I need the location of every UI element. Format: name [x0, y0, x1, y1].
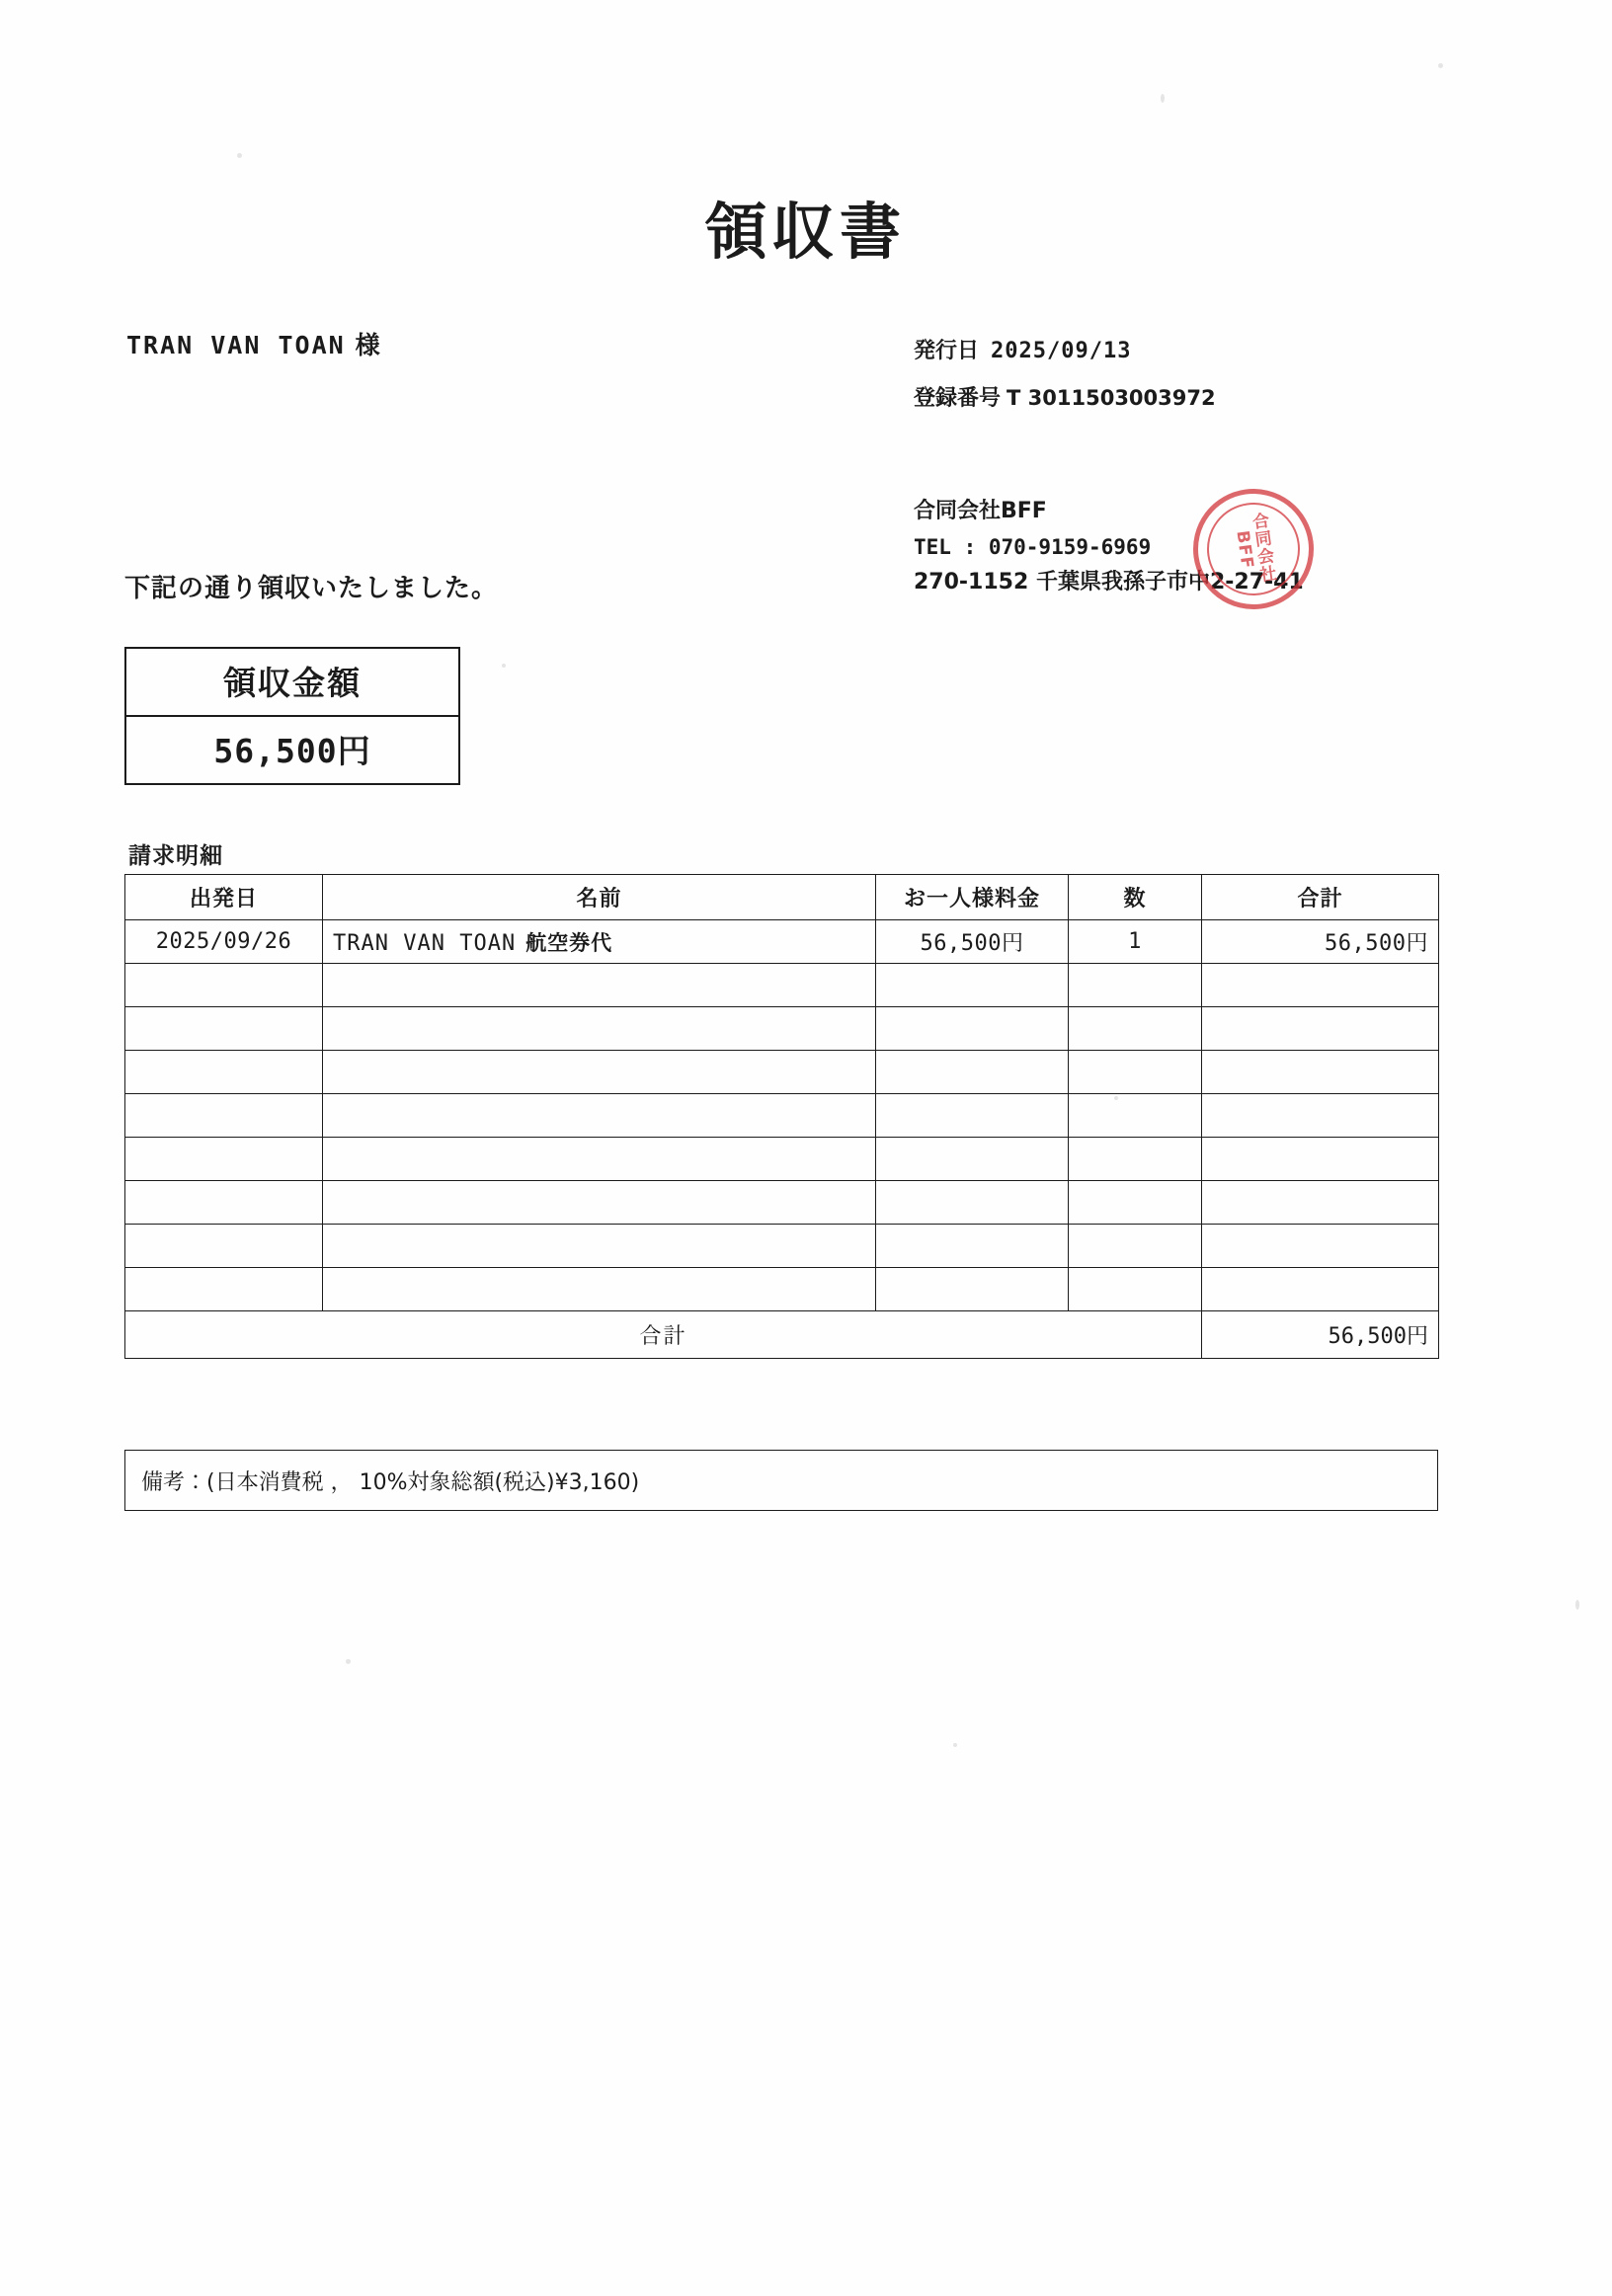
issuer-tel: TEL : 070-9159-6969 [914, 535, 1152, 559]
column-header-quantity: 数 [1069, 875, 1202, 920]
cell-quantity: 1 [1069, 920, 1202, 964]
issue-date-value: 2025/09/13 [991, 339, 1132, 363]
cell-name [323, 1007, 876, 1051]
table-row [125, 1094, 1439, 1138]
cell-name-jp: 航空券代 [525, 930, 613, 955]
column-header-name: 名前 [323, 875, 876, 920]
cell-departure-date [125, 1094, 323, 1138]
scan-speck [502, 664, 506, 668]
registration-number-value: T 3011503003972 [1007, 386, 1216, 410]
addressee [126, 326, 382, 361]
amount-box-label: 領収金額 [126, 649, 458, 717]
scan-speck [237, 153, 242, 158]
receipt-statement: 下記の通り領収いたしました。 [124, 574, 499, 603]
column-header-unit-price: お一人様料金 [876, 875, 1069, 920]
cell-unit-price [876, 1225, 1069, 1268]
table-row [125, 1225, 1439, 1268]
cell-departure-date [125, 1225, 323, 1268]
addressee-suffix: 様 [355, 331, 382, 359]
cell-total [1202, 1181, 1439, 1225]
column-header-total: 合計 [1202, 875, 1439, 920]
cell-departure-date [125, 1007, 323, 1051]
page-title: 領収書 [704, 196, 907, 268]
cell-quantity [1069, 1094, 1202, 1138]
cell-unit-price [876, 1138, 1069, 1181]
amount-box [124, 647, 460, 785]
detail-table [124, 874, 1439, 1359]
summary-label: 合計 [125, 1311, 1202, 1359]
column-header-departure-date: 出発日 [125, 875, 323, 920]
cell-total [1202, 1051, 1439, 1094]
cell-departure-date: 2025/09/26 [125, 920, 323, 964]
table-row [125, 1138, 1439, 1181]
addressee-name: TRAN VAN TOAN [126, 331, 346, 359]
scan-speck [953, 1743, 957, 1747]
cell-name [323, 964, 876, 1007]
cell-name [323, 1094, 876, 1138]
issue-date-row [914, 341, 1216, 362]
cell-total: 56,500円 [1202, 920, 1439, 964]
cell-departure-date [125, 1181, 323, 1225]
registration-number-label: 登録番号 [914, 386, 1002, 411]
cell-name [323, 1138, 876, 1181]
cell-quantity [1069, 1007, 1202, 1051]
cell-quantity [1069, 964, 1202, 1007]
cell-departure-date [125, 1268, 323, 1311]
cell-quantity [1069, 1181, 1202, 1225]
issue-info [914, 341, 1216, 435]
detail-section-label: 請求明細 [128, 843, 223, 869]
cell-total [1202, 1138, 1439, 1181]
cell-departure-date [125, 964, 323, 1007]
table-header-row [125, 875, 1439, 920]
summary-value: 56,500円 [1202, 1311, 1439, 1359]
scan-speck [1575, 1600, 1579, 1610]
cell-unit-price [876, 1007, 1069, 1051]
table-row [125, 1007, 1439, 1051]
cell-unit-price [876, 964, 1069, 1007]
table-row [125, 1268, 1439, 1311]
cell-quantity [1069, 1051, 1202, 1094]
amount-box-value: 56,500円 [213, 732, 371, 770]
table-row [125, 964, 1439, 1007]
cell-departure-date [125, 1051, 323, 1094]
registration-number-row [914, 388, 1216, 410]
cell-total [1202, 1268, 1439, 1311]
cell-name [323, 920, 876, 964]
issuer-company: 合同会社BFF [914, 499, 1047, 523]
remarks-box [124, 1450, 1438, 1511]
table-summary-row [125, 1311, 1439, 1359]
cell-total [1202, 964, 1439, 1007]
cell-total [1202, 1094, 1439, 1138]
table-row [125, 1181, 1439, 1225]
cell-total [1202, 1007, 1439, 1051]
scan-speck [1161, 94, 1165, 103]
remarks-text: 備考：(日本消費税 ， 10%対象総額(税込)¥3,160) [141, 1469, 640, 1495]
cell-name [323, 1181, 876, 1225]
cell-unit-price [876, 1094, 1069, 1138]
cell-unit-price [876, 1051, 1069, 1094]
cell-name-latin: TRAN VAN TOAN [333, 930, 517, 956]
cell-total [1202, 1225, 1439, 1268]
scan-speck [1438, 63, 1443, 68]
cell-name [323, 1268, 876, 1311]
issue-date-label: 発行日 [914, 339, 980, 363]
cell-quantity [1069, 1138, 1202, 1181]
cell-name [323, 1051, 876, 1094]
cell-quantity [1069, 1225, 1202, 1268]
cell-unit-price: 56,500円 [876, 920, 1069, 964]
table-row [125, 1051, 1439, 1094]
scan-speck [346, 1659, 351, 1664]
issuer-address: 270-1152 千葉県我孫子市中2-27-41 [914, 570, 1304, 594]
cell-unit-price [876, 1268, 1069, 1311]
cell-name [323, 1225, 876, 1268]
table-row [125, 920, 1439, 964]
cell-departure-date [125, 1138, 323, 1181]
company-seal-text: 合同会社BFF [1201, 497, 1306, 601]
cell-quantity [1069, 1268, 1202, 1311]
cell-unit-price [876, 1181, 1069, 1225]
